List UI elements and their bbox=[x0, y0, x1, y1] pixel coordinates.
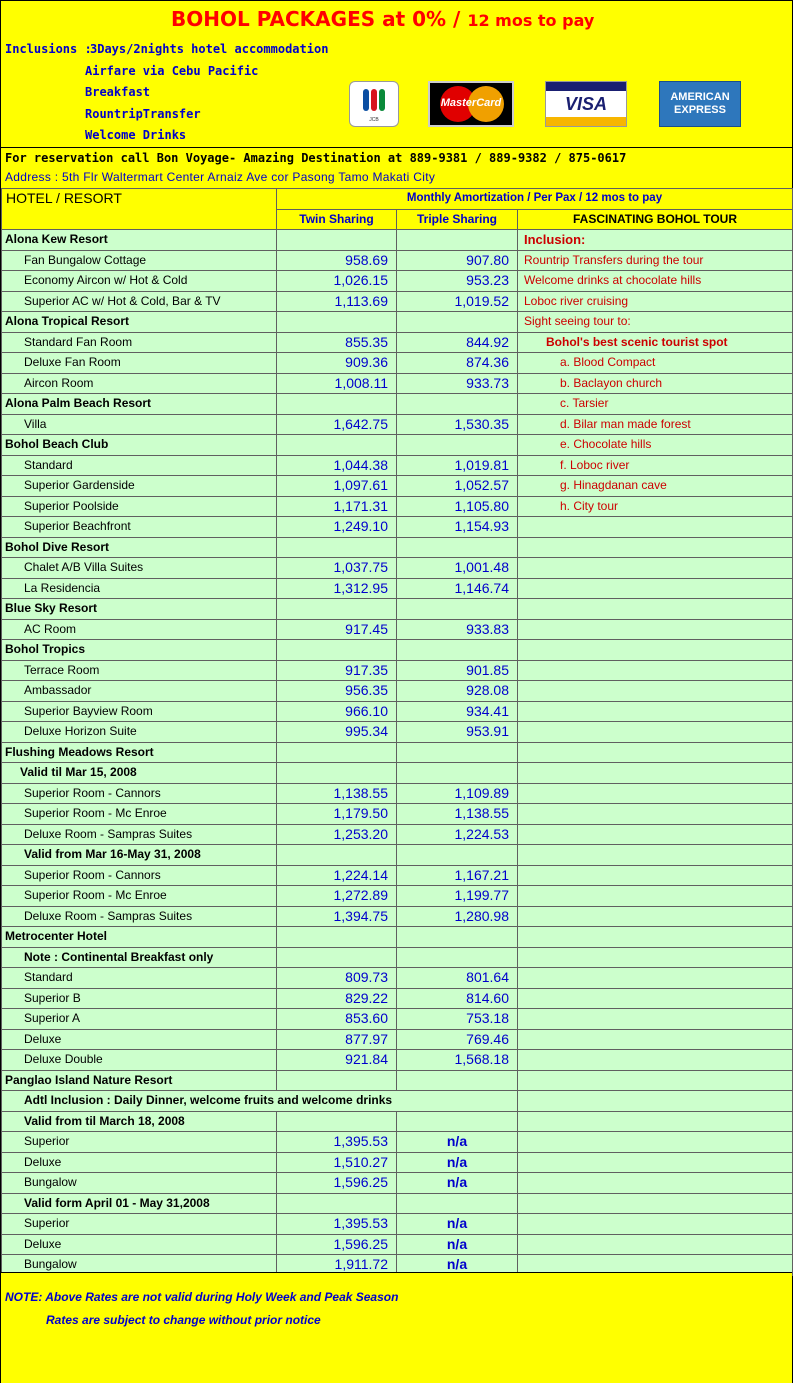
footer-note: Rates are subject to change without prior notice bbox=[46, 1313, 321, 1327]
twin-rate: 877.97 bbox=[277, 1029, 397, 1050]
table-row bbox=[2, 660, 793, 681]
header bbox=[1, 1, 792, 146]
twin-rate: 1,272.89 bbox=[277, 886, 397, 907]
tour-item: Sight seeing tour to: bbox=[518, 312, 793, 333]
tour-empty bbox=[518, 1152, 793, 1173]
room-type: Superior bbox=[2, 1132, 277, 1153]
twin-rate: 1,249.10 bbox=[277, 517, 397, 538]
triple-rate: 1,105.80 bbox=[397, 496, 518, 517]
twin-rate: 1,395.53 bbox=[277, 1132, 397, 1153]
hotel-name: Bohol Dive Resort bbox=[2, 537, 277, 558]
table-row bbox=[2, 517, 793, 538]
twin-rate bbox=[277, 763, 397, 784]
twin-rate: 1,097.61 bbox=[277, 476, 397, 497]
twin-rate bbox=[277, 640, 397, 661]
hotel-name: Bohol Beach Club bbox=[2, 435, 277, 456]
room-type: Superior A bbox=[2, 1009, 277, 1030]
table-row bbox=[2, 1173, 793, 1194]
twin-rate bbox=[277, 1070, 397, 1091]
table-row bbox=[2, 927, 793, 948]
table-row bbox=[2, 619, 793, 640]
row-note: Valid form April 01 - May 31,2008 bbox=[2, 1193, 277, 1214]
twin-rate bbox=[277, 599, 397, 620]
table-row bbox=[2, 496, 793, 517]
triple-rate: 934.41 bbox=[397, 701, 518, 722]
triple-rate bbox=[397, 537, 518, 558]
table-row bbox=[2, 804, 793, 825]
tour-empty bbox=[518, 968, 793, 989]
twin-rate bbox=[277, 845, 397, 866]
triple-rate bbox=[397, 1193, 518, 1214]
address-line: Address : 5th Flr Waltermart Center Arnaiz Ave cor Pasong Tamo Makati City bbox=[5, 170, 436, 184]
tour-item: Inclusion: bbox=[518, 230, 793, 251]
table-row bbox=[2, 332, 793, 353]
table-row bbox=[2, 578, 793, 599]
triple-rate bbox=[397, 230, 518, 251]
room-type: Ambassador bbox=[2, 681, 277, 702]
room-type: Deluxe bbox=[2, 1152, 277, 1173]
tour-empty bbox=[518, 927, 793, 948]
table-row bbox=[2, 1193, 793, 1214]
twin-rate: 995.34 bbox=[277, 722, 397, 743]
tour-empty bbox=[518, 701, 793, 722]
table-row bbox=[2, 1070, 793, 1091]
twin-rate: 1,037.75 bbox=[277, 558, 397, 579]
table-row bbox=[2, 968, 793, 989]
table-row bbox=[2, 865, 793, 886]
twin-rate: 1,179.50 bbox=[277, 804, 397, 825]
tour-item: Loboc river cruising bbox=[518, 291, 793, 312]
table-row bbox=[2, 394, 793, 415]
room-type: Superior bbox=[2, 1214, 277, 1235]
triple-rate: 1,280.98 bbox=[397, 906, 518, 927]
inclusion-item: RountripTransfer bbox=[85, 107, 201, 121]
tour-item: Rountrip Transfers during the tour bbox=[518, 250, 793, 271]
table-row bbox=[2, 1029, 793, 1050]
tour-item: f. Loboc river bbox=[518, 455, 793, 476]
twin-rate: 1,224.14 bbox=[277, 865, 397, 886]
room-type: Superior Poolside bbox=[2, 496, 277, 517]
table-row bbox=[2, 353, 793, 374]
room-type: Standard Fan Room bbox=[2, 332, 277, 353]
hotel-name: Alona Tropical Resort bbox=[2, 312, 277, 333]
twin-rate bbox=[277, 537, 397, 558]
tour-empty bbox=[518, 1070, 793, 1091]
twin-rate: 1,642.75 bbox=[277, 414, 397, 435]
triple-rate: 1,146.74 bbox=[397, 578, 518, 599]
reservation-line: For reservation call Bon Voyage- Amazing Destination at 889-9381 / 889-9382 / 875-0617 bbox=[1, 147, 792, 167]
triple-rate: n/a bbox=[397, 1173, 518, 1194]
triple-rate: n/a bbox=[397, 1132, 518, 1153]
table-row bbox=[2, 845, 793, 866]
tour-empty bbox=[518, 865, 793, 886]
tour-empty bbox=[518, 537, 793, 558]
triple-rate: 1,019.52 bbox=[397, 291, 518, 312]
triple-rate bbox=[397, 947, 518, 968]
column-header-hotel: HOTEL / RESORT bbox=[2, 189, 277, 230]
twin-rate: 809.73 bbox=[277, 968, 397, 989]
tour-item: d. Bilar man made forest bbox=[518, 414, 793, 435]
table-row bbox=[2, 906, 793, 927]
twin-rate: 1,026.15 bbox=[277, 271, 397, 292]
tour-empty bbox=[518, 742, 793, 763]
triple-rate bbox=[397, 599, 518, 620]
hotel-name: Panglao Island Nature Resort bbox=[2, 1070, 277, 1091]
tour-empty bbox=[518, 517, 793, 538]
table-row bbox=[2, 271, 793, 292]
table-row bbox=[2, 824, 793, 845]
mastercard-logo bbox=[428, 81, 514, 127]
twin-rate: 917.45 bbox=[277, 619, 397, 640]
triple-rate: n/a bbox=[397, 1234, 518, 1255]
table-row bbox=[2, 599, 793, 620]
triple-rate: 901.85 bbox=[397, 660, 518, 681]
twin-rate: 1,138.55 bbox=[277, 783, 397, 804]
amex-line2: EXPRESS bbox=[674, 104, 726, 116]
table-row bbox=[2, 640, 793, 661]
tour-item: Welcome drinks at chocolate hills bbox=[518, 271, 793, 292]
room-type: Superior AC w/ Hot & Cold, Bar & TV bbox=[2, 291, 277, 312]
triple-rate: 769.46 bbox=[397, 1029, 518, 1050]
triple-rate bbox=[397, 394, 518, 415]
inclusions-label: Inclusions : bbox=[5, 42, 92, 56]
triple-rate bbox=[397, 927, 518, 948]
triple-rate bbox=[397, 435, 518, 456]
inclusion-item: 3Days/2nights hotel accommodation bbox=[90, 42, 329, 56]
room-type: Superior Gardenside bbox=[2, 476, 277, 497]
tour-empty bbox=[518, 763, 793, 784]
room-type: Standard bbox=[2, 968, 277, 989]
twin-rate: 1,113.69 bbox=[277, 291, 397, 312]
twin-rate: 1,253.20 bbox=[277, 824, 397, 845]
tour-empty bbox=[518, 1050, 793, 1071]
triple-rate bbox=[397, 1070, 518, 1091]
table-row bbox=[2, 742, 793, 763]
row-note: Valid from til March 18, 2008 bbox=[2, 1111, 277, 1132]
twin-rate bbox=[277, 312, 397, 333]
tour-item: c. Tarsier bbox=[518, 394, 793, 415]
tour-empty bbox=[518, 1029, 793, 1050]
twin-rate: 829.22 bbox=[277, 988, 397, 1009]
twin-rate: 855.35 bbox=[277, 332, 397, 353]
column-header-twin: Twin Sharing bbox=[277, 209, 397, 230]
tour-empty bbox=[518, 1009, 793, 1030]
row-note: Valid from Mar 16-May 31, 2008 bbox=[2, 845, 277, 866]
hotel-name: Alona Kew Resort bbox=[2, 230, 277, 251]
row-note: Valid til Mar 15, 2008 bbox=[2, 763, 277, 784]
twin-rate bbox=[277, 927, 397, 948]
hotel-name: Flushing Meadows Resort bbox=[2, 742, 277, 763]
page-title bbox=[171, 7, 594, 31]
table-row bbox=[2, 722, 793, 743]
triple-rate: 1,052.57 bbox=[397, 476, 518, 497]
tour-empty bbox=[518, 599, 793, 620]
tour-empty bbox=[518, 886, 793, 907]
triple-rate: 844.92 bbox=[397, 332, 518, 353]
twin-rate: 1,008.11 bbox=[277, 373, 397, 394]
column-header-triple: Triple Sharing bbox=[397, 209, 518, 230]
table-row bbox=[2, 763, 793, 784]
triple-rate: 953.23 bbox=[397, 271, 518, 292]
row-note: Adtl Inclusion : Daily Dinner, welcome fruits and welcome drinks bbox=[2, 1091, 518, 1112]
triple-rate bbox=[397, 640, 518, 661]
table-row bbox=[2, 947, 793, 968]
triple-rate bbox=[397, 845, 518, 866]
tour-empty bbox=[518, 640, 793, 661]
triple-rate: 1,109.89 bbox=[397, 783, 518, 804]
triple-rate: 933.83 bbox=[397, 619, 518, 640]
triple-rate: 753.18 bbox=[397, 1009, 518, 1030]
table-row bbox=[2, 681, 793, 702]
table-row bbox=[2, 1234, 793, 1255]
triple-rate: 1,001.48 bbox=[397, 558, 518, 579]
table-row bbox=[2, 476, 793, 497]
room-type: Deluxe Fan Room bbox=[2, 353, 277, 374]
rates-table bbox=[1, 188, 793, 1276]
row-note: Note : Continental Breakfast only bbox=[2, 947, 277, 968]
table-row bbox=[2, 1132, 793, 1153]
twin-rate: 1,171.31 bbox=[277, 496, 397, 517]
table-row bbox=[2, 291, 793, 312]
triple-rate: 1,530.35 bbox=[397, 414, 518, 435]
tour-empty bbox=[518, 660, 793, 681]
title-main: BOHOL PACKAGES at 0% / bbox=[171, 7, 468, 31]
table-row bbox=[2, 250, 793, 271]
table-row bbox=[2, 537, 793, 558]
triple-rate bbox=[397, 742, 518, 763]
room-type: Economy Aircon w/ Hot & Cold bbox=[2, 271, 277, 292]
table-row bbox=[2, 1009, 793, 1030]
triple-rate: 1,019.81 bbox=[397, 455, 518, 476]
tour-empty bbox=[518, 1091, 793, 1112]
triple-rate bbox=[397, 1111, 518, 1132]
tour-empty bbox=[518, 906, 793, 927]
twin-rate bbox=[277, 742, 397, 763]
room-type: Superior Room - Cannors bbox=[2, 783, 277, 804]
room-type: Deluxe Double bbox=[2, 1050, 277, 1071]
tour-empty bbox=[518, 845, 793, 866]
twin-rate: 1,395.53 bbox=[277, 1214, 397, 1235]
triple-rate: n/a bbox=[397, 1214, 518, 1235]
table-row bbox=[2, 886, 793, 907]
table-row bbox=[2, 312, 793, 333]
jcb-logo bbox=[349, 81, 399, 127]
room-type: Terrace Room bbox=[2, 660, 277, 681]
table-row bbox=[2, 988, 793, 1009]
twin-rate bbox=[277, 947, 397, 968]
amex-logo bbox=[659, 81, 741, 127]
room-type: AC Room bbox=[2, 619, 277, 640]
triple-rate: 1,138.55 bbox=[397, 804, 518, 825]
triple-rate: 933.73 bbox=[397, 373, 518, 394]
tour-empty bbox=[518, 1193, 793, 1214]
room-type: Superior Room - Mc Enroe bbox=[2, 804, 277, 825]
hotel-name: Bohol Tropics bbox=[2, 640, 277, 661]
hotel-name: Alona Palm Beach Resort bbox=[2, 394, 277, 415]
room-type: Chalet A/B Villa Suites bbox=[2, 558, 277, 579]
room-type: Deluxe Room - Sampras Suites bbox=[2, 906, 277, 927]
tour-item: a. Blood Compact bbox=[518, 353, 793, 374]
tour-empty bbox=[518, 804, 793, 825]
tour-empty bbox=[518, 681, 793, 702]
twin-rate bbox=[277, 230, 397, 251]
tour-empty bbox=[518, 947, 793, 968]
triple-rate: 953.91 bbox=[397, 722, 518, 743]
triple-rate: 814.60 bbox=[397, 988, 518, 1009]
twin-rate: 909.36 bbox=[277, 353, 397, 374]
triple-rate bbox=[397, 312, 518, 333]
table-row bbox=[2, 1091, 793, 1112]
tour-empty bbox=[518, 1132, 793, 1153]
triple-rate: 928.08 bbox=[397, 681, 518, 702]
column-header-tour: FASCINATING BOHOL TOUR bbox=[518, 209, 793, 230]
triple-rate: 1,199.77 bbox=[397, 886, 518, 907]
title-tail: 12 mos to pay bbox=[467, 11, 595, 30]
tour-item: g. Hinagdanan cave bbox=[518, 476, 793, 497]
table-row bbox=[2, 373, 793, 394]
room-type: Deluxe Horizon Suite bbox=[2, 722, 277, 743]
tour-item: e. Chocolate hills bbox=[518, 435, 793, 456]
tour-empty bbox=[518, 558, 793, 579]
twin-rate: 958.69 bbox=[277, 250, 397, 271]
twin-rate: 921.84 bbox=[277, 1050, 397, 1071]
tour-empty bbox=[518, 722, 793, 743]
room-type: Villa bbox=[2, 414, 277, 435]
tour-item: b. Baclayon church bbox=[518, 373, 793, 394]
hotel-name: Blue Sky Resort bbox=[2, 599, 277, 620]
tour-item: Bohol's best scenic tourist spot bbox=[518, 332, 793, 353]
triple-rate: n/a bbox=[397, 1152, 518, 1173]
triple-rate: 874.36 bbox=[397, 353, 518, 374]
inclusion-item: Airfare via Cebu Pacific bbox=[85, 64, 259, 78]
twin-rate: 1,596.25 bbox=[277, 1234, 397, 1255]
table-row bbox=[2, 783, 793, 804]
tour-empty bbox=[518, 783, 793, 804]
tour-empty bbox=[518, 1214, 793, 1235]
tour-empty bbox=[518, 988, 793, 1009]
twin-rate: 1,394.75 bbox=[277, 906, 397, 927]
room-type: Deluxe bbox=[2, 1234, 277, 1255]
room-type: Standard bbox=[2, 455, 277, 476]
table-row bbox=[2, 435, 793, 456]
twin-rate: 917.35 bbox=[277, 660, 397, 681]
table-row bbox=[2, 558, 793, 579]
visa-logo bbox=[545, 81, 627, 127]
table-row bbox=[2, 455, 793, 476]
twin-rate bbox=[277, 1193, 397, 1214]
triple-rate: n/a bbox=[397, 1255, 518, 1276]
table-row bbox=[2, 230, 793, 251]
twin-rate: 956.35 bbox=[277, 681, 397, 702]
tour-empty bbox=[518, 1111, 793, 1132]
twin-rate bbox=[277, 394, 397, 415]
hotel-name: Metrocenter Hotel bbox=[2, 927, 277, 948]
room-type: Superior Beachfront bbox=[2, 517, 277, 538]
room-type: Deluxe bbox=[2, 1029, 277, 1050]
visa-text: VISA bbox=[564, 94, 607, 114]
triple-rate: 1,167.21 bbox=[397, 865, 518, 886]
tour-empty bbox=[518, 619, 793, 640]
twin-rate bbox=[277, 1111, 397, 1132]
inclusion-item: Welcome Drinks bbox=[85, 128, 187, 142]
twin-rate bbox=[277, 435, 397, 456]
footer bbox=[1, 1272, 792, 1383]
triple-rate: 907.80 bbox=[397, 250, 518, 271]
twin-rate: 1,044.38 bbox=[277, 455, 397, 476]
column-header-amortization: Monthly Amortization / Per Pax / 12 mos to pay bbox=[277, 189, 793, 210]
triple-rate: 1,568.18 bbox=[397, 1050, 518, 1071]
twin-rate: 1,312.95 bbox=[277, 578, 397, 599]
tour-item: h. City tour bbox=[518, 496, 793, 517]
table-row bbox=[2, 1050, 793, 1071]
tour-empty bbox=[518, 578, 793, 599]
table-row bbox=[2, 414, 793, 435]
tour-empty bbox=[518, 1173, 793, 1194]
twin-rate: 853.60 bbox=[277, 1009, 397, 1030]
table-row bbox=[2, 1152, 793, 1173]
twin-rate: 1,510.27 bbox=[277, 1152, 397, 1173]
triple-rate: 1,154.93 bbox=[397, 517, 518, 538]
tour-empty bbox=[518, 824, 793, 845]
twin-rate: 966.10 bbox=[277, 701, 397, 722]
inclusion-item: Breakfast bbox=[85, 85, 151, 99]
room-type: Bungalow bbox=[2, 1173, 277, 1194]
table-row bbox=[2, 1111, 793, 1132]
room-type: Superior Room - Mc Enroe bbox=[2, 886, 277, 907]
room-type: Fan Bungalow Cottage bbox=[2, 250, 277, 271]
room-type: Bungalow bbox=[2, 1255, 277, 1276]
room-type: La Residencia bbox=[2, 578, 277, 599]
twin-rate: 1,911.72 bbox=[277, 1255, 397, 1276]
twin-rate: 1,596.25 bbox=[277, 1173, 397, 1194]
jcb-caption: JCB bbox=[369, 117, 379, 123]
triple-rate: 801.64 bbox=[397, 968, 518, 989]
room-type: Superior B bbox=[2, 988, 277, 1009]
table-row bbox=[2, 701, 793, 722]
mastercard-text: MasterCard bbox=[440, 97, 502, 109]
footer-note: NOTE: Above Rates are not valid during Holy Week and Peak Season bbox=[5, 1290, 399, 1304]
triple-rate: 1,224.53 bbox=[397, 824, 518, 845]
room-type: Superior Bayview Room bbox=[2, 701, 277, 722]
table-body bbox=[2, 230, 793, 1276]
amex-line1: AMERICAN bbox=[670, 91, 730, 103]
table-row bbox=[2, 1214, 793, 1235]
triple-rate bbox=[397, 763, 518, 784]
tour-empty bbox=[518, 1234, 793, 1255]
room-type: Deluxe Room - Sampras Suites bbox=[2, 824, 277, 845]
room-type: Aircon Room bbox=[2, 373, 277, 394]
room-type: Superior Room - Cannors bbox=[2, 865, 277, 886]
